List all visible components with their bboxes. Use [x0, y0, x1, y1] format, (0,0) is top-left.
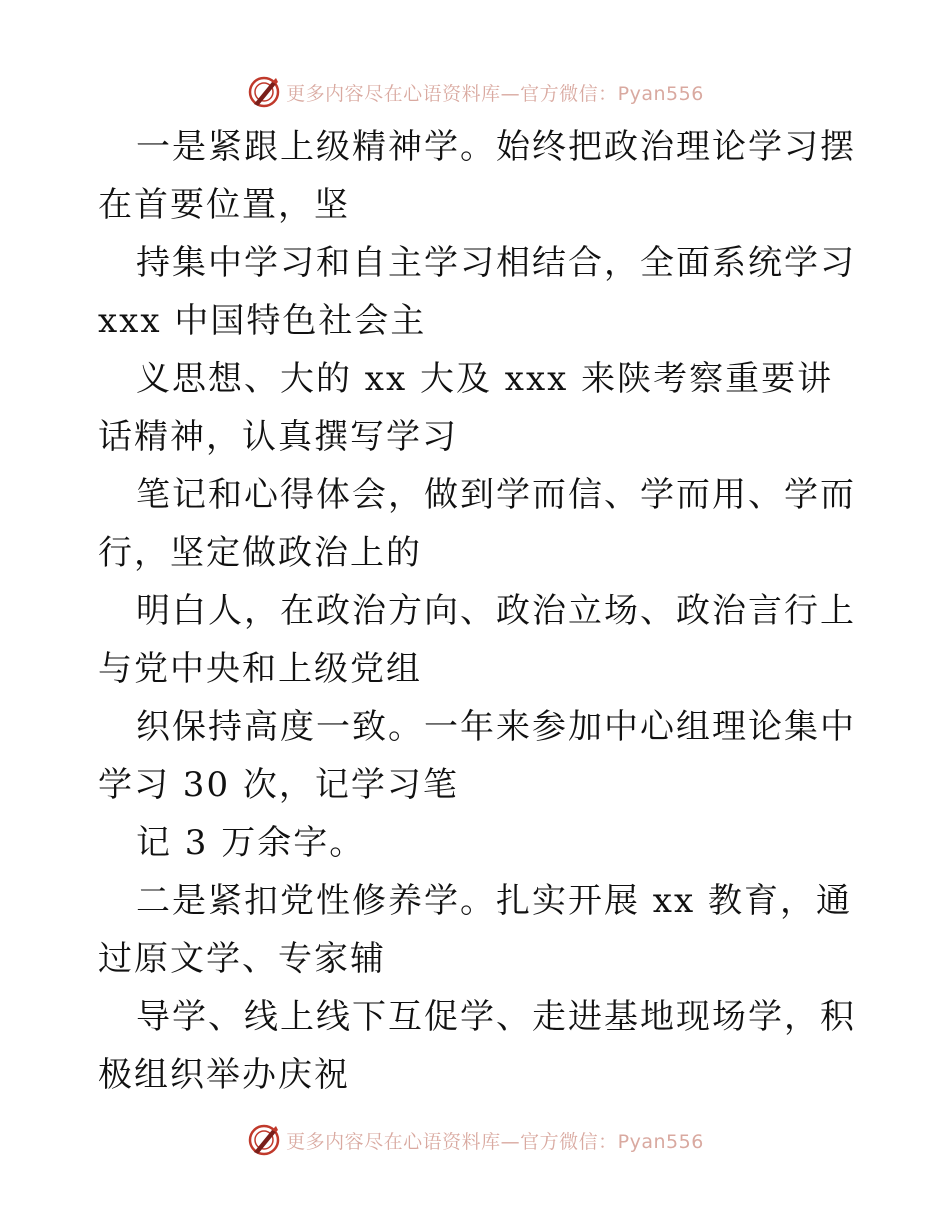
footer-watermark: [0, 1120, 950, 1160]
pen-logo-icon: [246, 74, 282, 110]
watermark: [246, 1122, 704, 1158]
paragraph: 笔记和心得体会，做到学而信、学而用、学而行，坚定做政治上的: [98, 475, 856, 573]
paragraph: 二是紧扣党性修养学。扎实开展 xx 教育，通过原文学、专家辅: [98, 881, 852, 979]
watermark-text: 更多内容尽在心语资料库—官方微信：Pyan556: [286, 82, 704, 105]
paragraph: 明白人，在政治方向、政治立场、政治言行上与党中央和上级党组: [98, 591, 856, 689]
paragraph: 义思想、大的 xx 大及 xxx 来陕考察重要讲话精神，认真撰写学习: [98, 359, 834, 457]
paragraph: 一是紧跟上级精神学。始终把政治理论学习摆在首要位置，坚: [98, 127, 856, 225]
paragraph: 导学、线上线下互促学、走进基地现场学，积极组织举办庆祝: [98, 997, 856, 1095]
watermark: [246, 74, 704, 110]
paragraph: 记 3 万余字。: [136, 823, 366, 863]
pen-logo-icon: [246, 1122, 282, 1158]
paragraph: 织保持高度一致。一年来参加中心组理论集中学习 30 次，记学习笔: [98, 707, 856, 805]
paragraph: 持集中学习和自主学习相结合，全面系统学习 xxx 中国特色社会主: [98, 243, 856, 341]
watermark-text: 更多内容尽在心语资料库—官方微信：Pyan556: [286, 1130, 704, 1153]
header-watermark: [0, 72, 950, 112]
document-body: [98, 118, 858, 1104]
